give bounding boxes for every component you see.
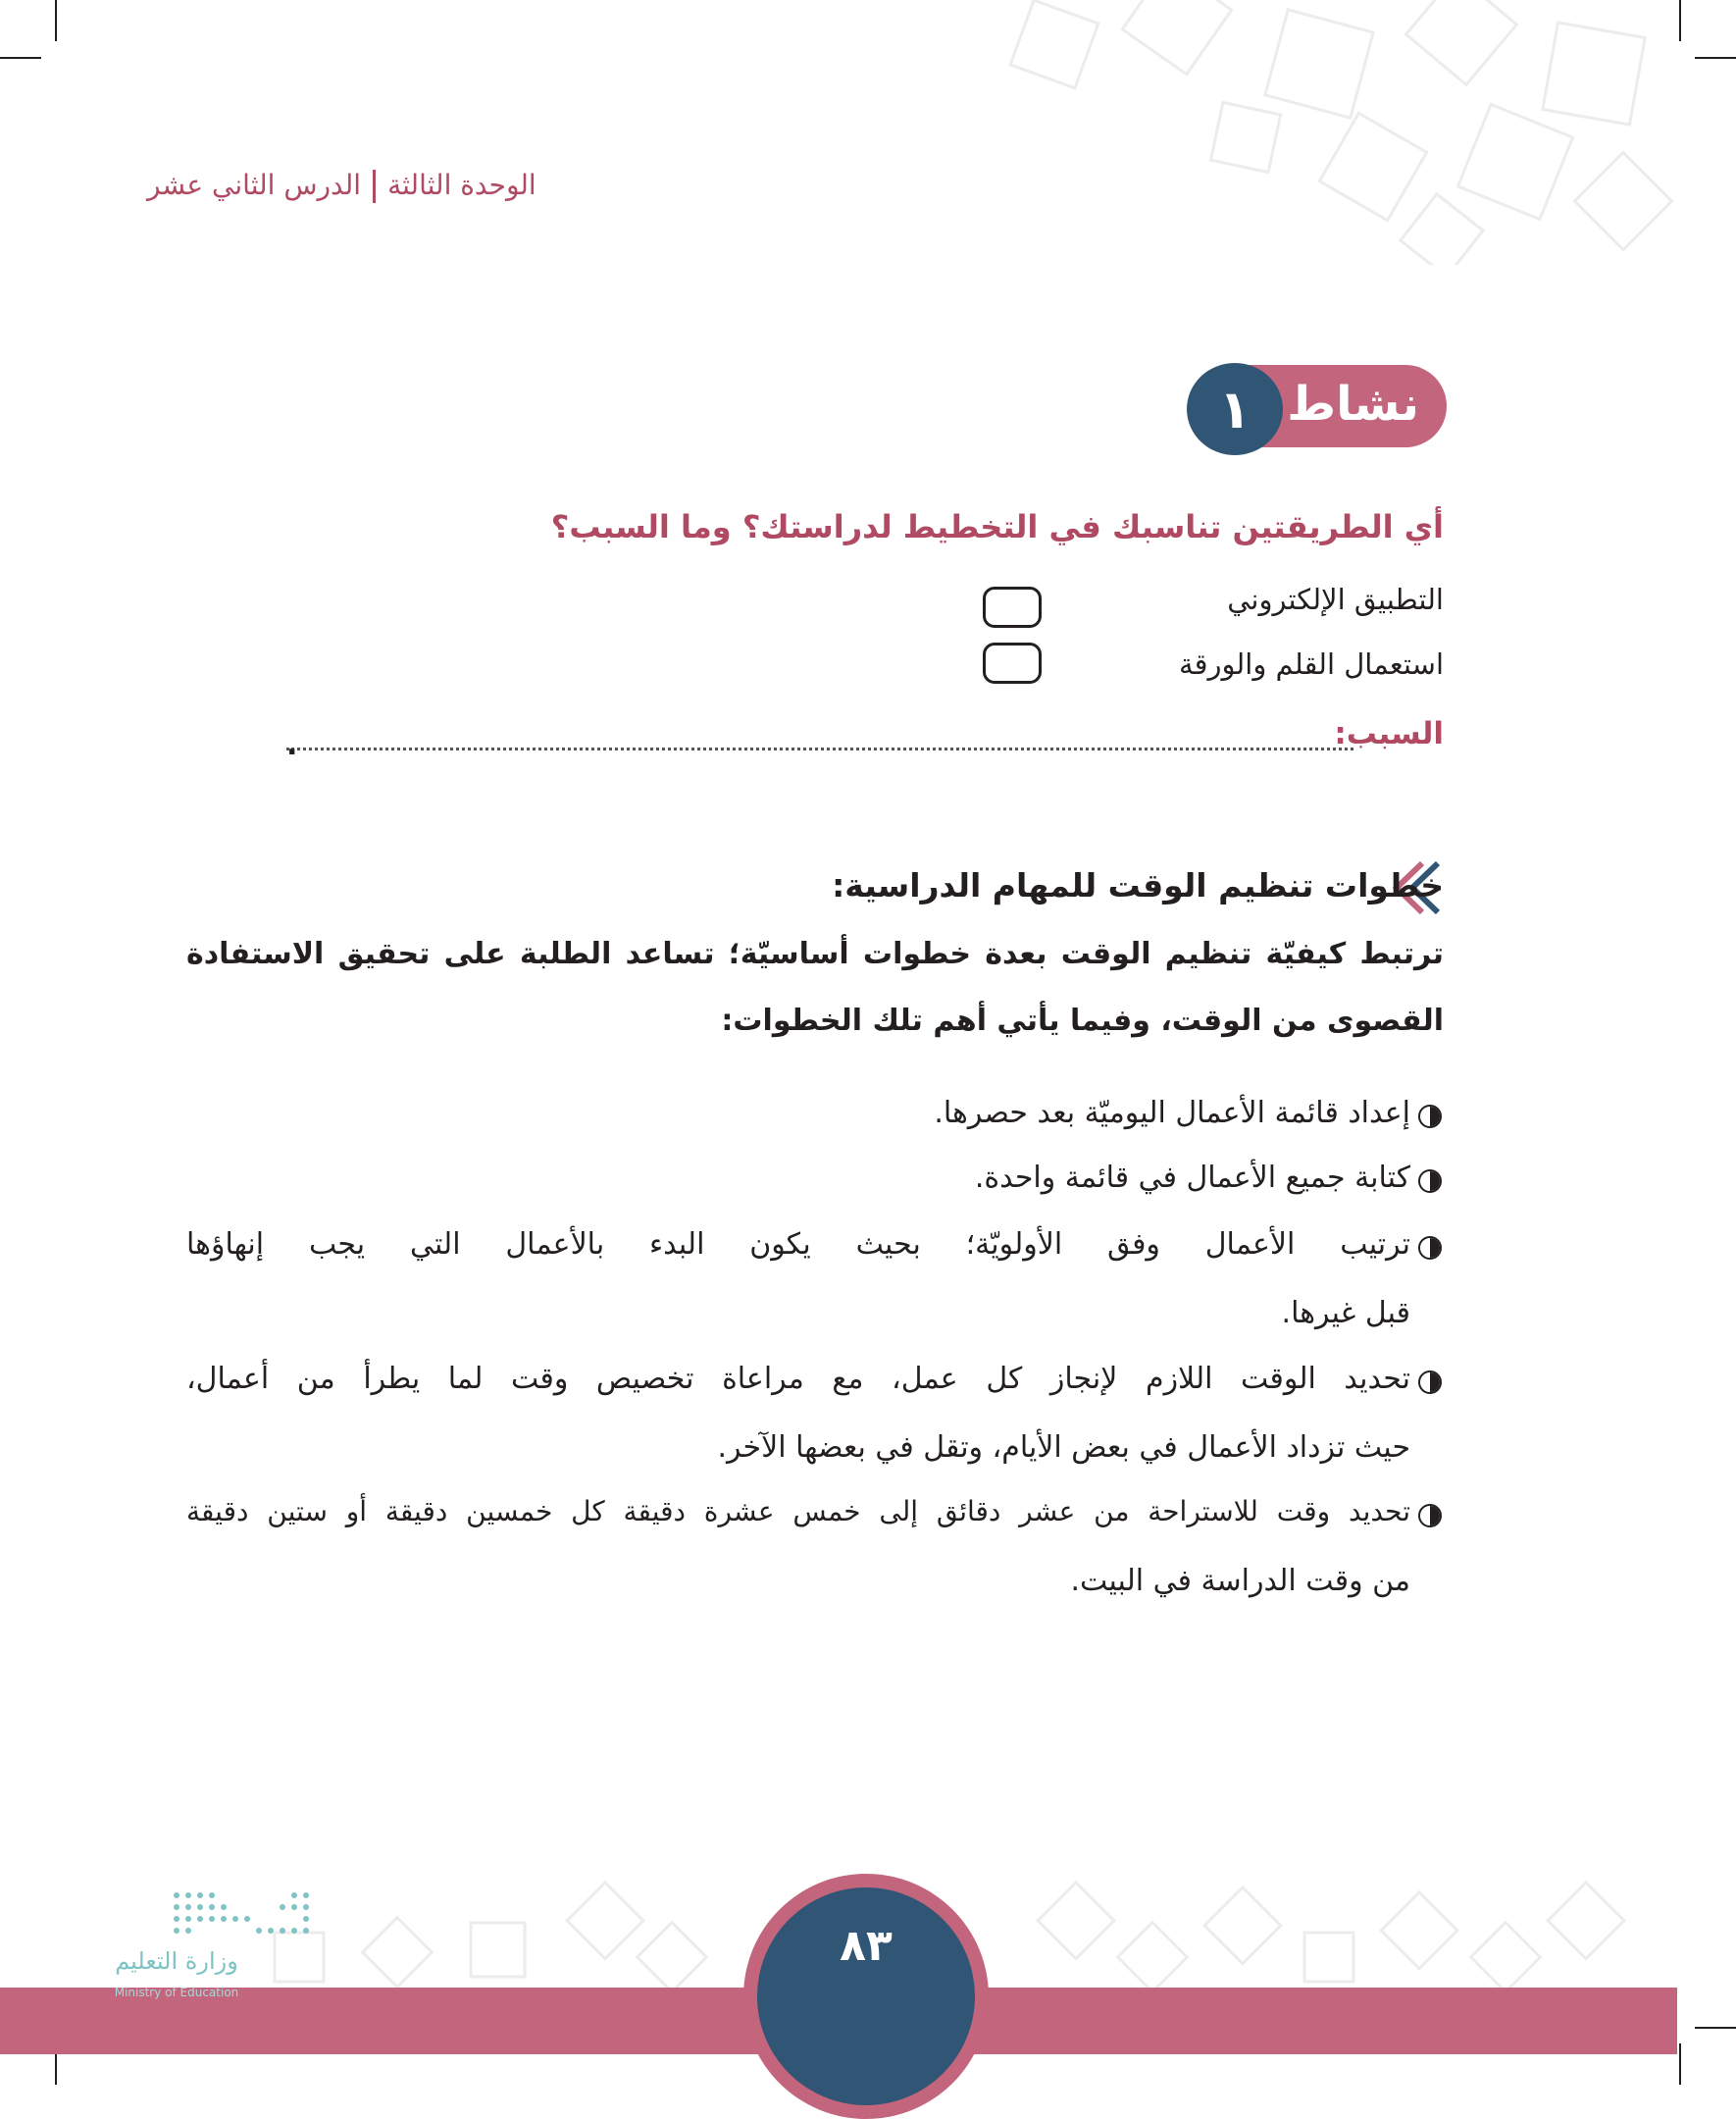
option-electronic-app-checkbox[interactable] <box>983 587 1042 628</box>
intro-line: القصوى من الوقت، وفيما يأتي أهم تلك الخطوات: <box>721 1004 1444 1038</box>
crop-mark <box>1695 57 1736 59</box>
activity-question: أي الطريقتين تناسبك في التخطيط لدراستك؟ وما السبب؟ <box>550 508 1444 545</box>
intro-line: ترتبط كيفيّة تنظيم الوقت بعدة خطوات أساسيّة؛ تساعد الطلبة على تحقيق الاستفادة <box>186 937 1444 971</box>
ministry-name: وزارة التعليم <box>115 1947 238 1975</box>
crop-mark <box>1695 2027 1736 2029</box>
option-electronic-app-label: التطبيق الإلكتروني <box>1227 583 1444 616</box>
bullet-text: ترتيب الأعمال وفق الأولويّة؛ بحيث يكون البدء بالأعمال التي يجب إنهاؤها <box>186 1227 1410 1262</box>
running-header <box>147 169 638 203</box>
crop-mark <box>1679 0 1681 41</box>
decorative-pattern <box>981 0 1677 265</box>
bullet-icon <box>1418 1370 1442 1394</box>
bullet-text-continuation: حيث تزداد الأعمال في بعض الأيام، وتقل في بعضها الآخر. <box>717 1430 1410 1465</box>
section-heading: خطوات تنظيم الوقت للمهام الدراسية: <box>832 866 1444 904</box>
bullet-icon <box>1418 1504 1442 1527</box>
crop-mark <box>1679 2043 1681 2085</box>
header-separator <box>373 170 376 203</box>
bullet-icon <box>1418 1169 1442 1193</box>
ministry-name-english: Ministry of Education <box>114 1986 239 1999</box>
option-pen-paper-label: استعمال القلم والورقة <box>1179 647 1444 681</box>
bullet-text-continuation: من وقت الدراسة في البيت. <box>1070 1564 1410 1598</box>
page-number: ٨٣ <box>840 1921 893 1971</box>
page-number-badge <box>743 1874 989 2119</box>
crop-mark <box>0 57 41 59</box>
lesson-title: الدرس الثاني عشر <box>147 169 362 201</box>
bullet-text: إعداد قائمة الأعمال اليوميّة بعد حصرها. <box>934 1096 1410 1130</box>
activity-badge <box>1187 363 1447 455</box>
bullet-text: تحديد الوقت اللازم لإنجاز كل عمل، مع مراعاة تخصيص وقت لما يطرأ من أعمال، <box>186 1362 1410 1396</box>
crop-mark <box>55 0 57 41</box>
activity-number: ١ <box>1187 363 1283 455</box>
reason-end-mark: . <box>286 728 298 762</box>
unit-title: الوحدة الثالثة <box>387 169 536 201</box>
bullet-text-continuation: قبل غيرها. <box>1281 1296 1410 1330</box>
reason-answer-line[interactable] <box>286 748 1353 750</box>
reason-label: السبب: <box>1334 716 1444 751</box>
bullet-text: كتابة جميع الأعمال في قائمة واحدة. <box>974 1161 1410 1195</box>
activity-label: نشاط <box>1287 377 1419 432</box>
bullet-icon <box>1418 1236 1442 1260</box>
bullet-icon <box>1418 1105 1442 1128</box>
bullet-text: تحديد وقت للاستراحة من عشر دقائق إلى خمس عشرة دقيقة كل خمسين دقيقة أو ستين دقيقة <box>186 1495 1410 1527</box>
option-pen-paper-checkbox[interactable] <box>983 643 1042 684</box>
